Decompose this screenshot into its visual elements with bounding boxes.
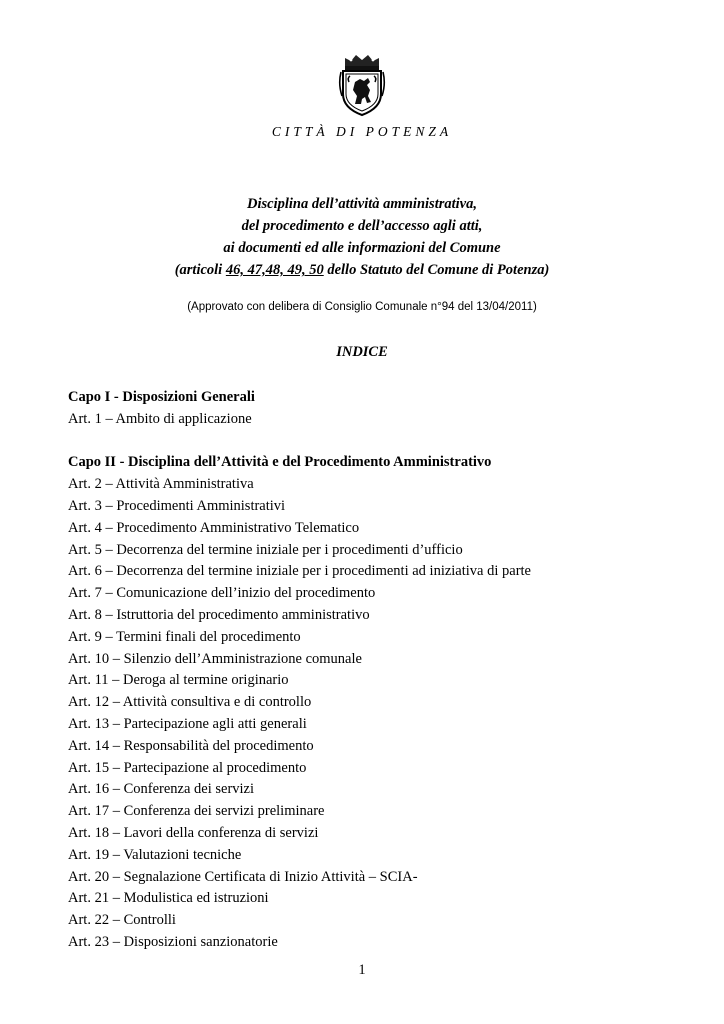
toc-item: Art. 22 – Controlli (68, 912, 176, 929)
toc-item: Art. 21 – Modulistica ed istruzioni (68, 890, 269, 907)
toc-item: Art. 18 – Lavori della conferenza di servizi (68, 824, 319, 841)
toc-item: Art. 23 – Disposizioni sanzionatorie (68, 933, 278, 950)
toc-item: Art. 12 – Attività consultiva e di controllo (68, 694, 312, 711)
title-line-4 (0, 259, 724, 281)
toc-item: Art. 19 – Valutazioni tecniche (68, 846, 242, 863)
title-line-1: Disciplina dell’attività amministrativa, (247, 196, 477, 212)
toc-item: Art. 1 – Ambito di applicazione (68, 410, 252, 427)
toc-item: Art. 17 – Conferenza dei servizi preliminare (68, 803, 325, 820)
city-name: CITTÀ DI POTENZA (271, 124, 453, 139)
title-line-2: del procedimento e dell’accesso agli atti, (241, 218, 483, 234)
title-line-3: ai documenti ed alle informazioni del Comune (223, 240, 501, 256)
toc-item: Art. 11 – Deroga al termine originario (68, 672, 289, 689)
toc-item: Art. 6 – Decorrenza del termine iniziale per i procedimenti ad iniziativa di parte (68, 563, 531, 580)
toc-item: Art. 13 – Partecipazione agli atti generali (68, 715, 307, 732)
page-number: 1 (358, 962, 366, 978)
toc-item: Art. 10 – Silenzio dell’Amministrazione comunale (68, 650, 362, 667)
toc-item: Art. 7 – Comunicazione dell’inizio del procedimento (68, 585, 376, 602)
toc-item: Art. 4 – Procedimento Amministrativo Telematico (68, 519, 360, 536)
title-line-4-suffix: dello Statuto del Comune di Potenza) (323, 262, 550, 278)
statute-articles: 46, 47,48, 49, 50 (225, 262, 324, 278)
toc-item: Art. 16 – Conferenza dei servizi (68, 781, 255, 798)
index-heading: INDICE (336, 344, 388, 360)
document-title (0, 193, 724, 281)
toc-item: Art. 3 – Procedimenti Amministrativi (68, 497, 286, 514)
toc-item: Art. 9 – Termini finali del procedimento (68, 628, 301, 645)
table-of-contents (68, 387, 688, 954)
section-spacer (68, 431, 688, 453)
toc-item: Art. 15 – Partecipazione al procedimento (68, 759, 307, 776)
toc-item: Art. 20 – Segnalazione Certificata di Inizio Attività – SCIA- (68, 868, 418, 885)
toc-item: Art. 14 – Responsabilità del procedimento (68, 737, 314, 754)
toc-item: Art. 2 – Attività Amministrativa (68, 476, 254, 493)
toc-item: Art. 5 – Decorrenza del termine iniziale per i procedimenti d’ufficio (68, 541, 463, 558)
approval-note: (Approvato con delibera di Consiglio Comunale n°94 del 13/04/2011) (187, 301, 537, 313)
title-line-4-prefix: (articoli (174, 262, 226, 278)
toc-item: Art. 8 – Istruttoria del procedimento amministrativo (68, 606, 370, 623)
chapter-heading: Capo II - Disciplina dell’Attività e del Procedimento Amministrativo (68, 454, 492, 471)
city-coat-of-arms-icon (337, 52, 387, 118)
chapter-heading: Capo I - Disposizioni Generali (68, 389, 255, 405)
